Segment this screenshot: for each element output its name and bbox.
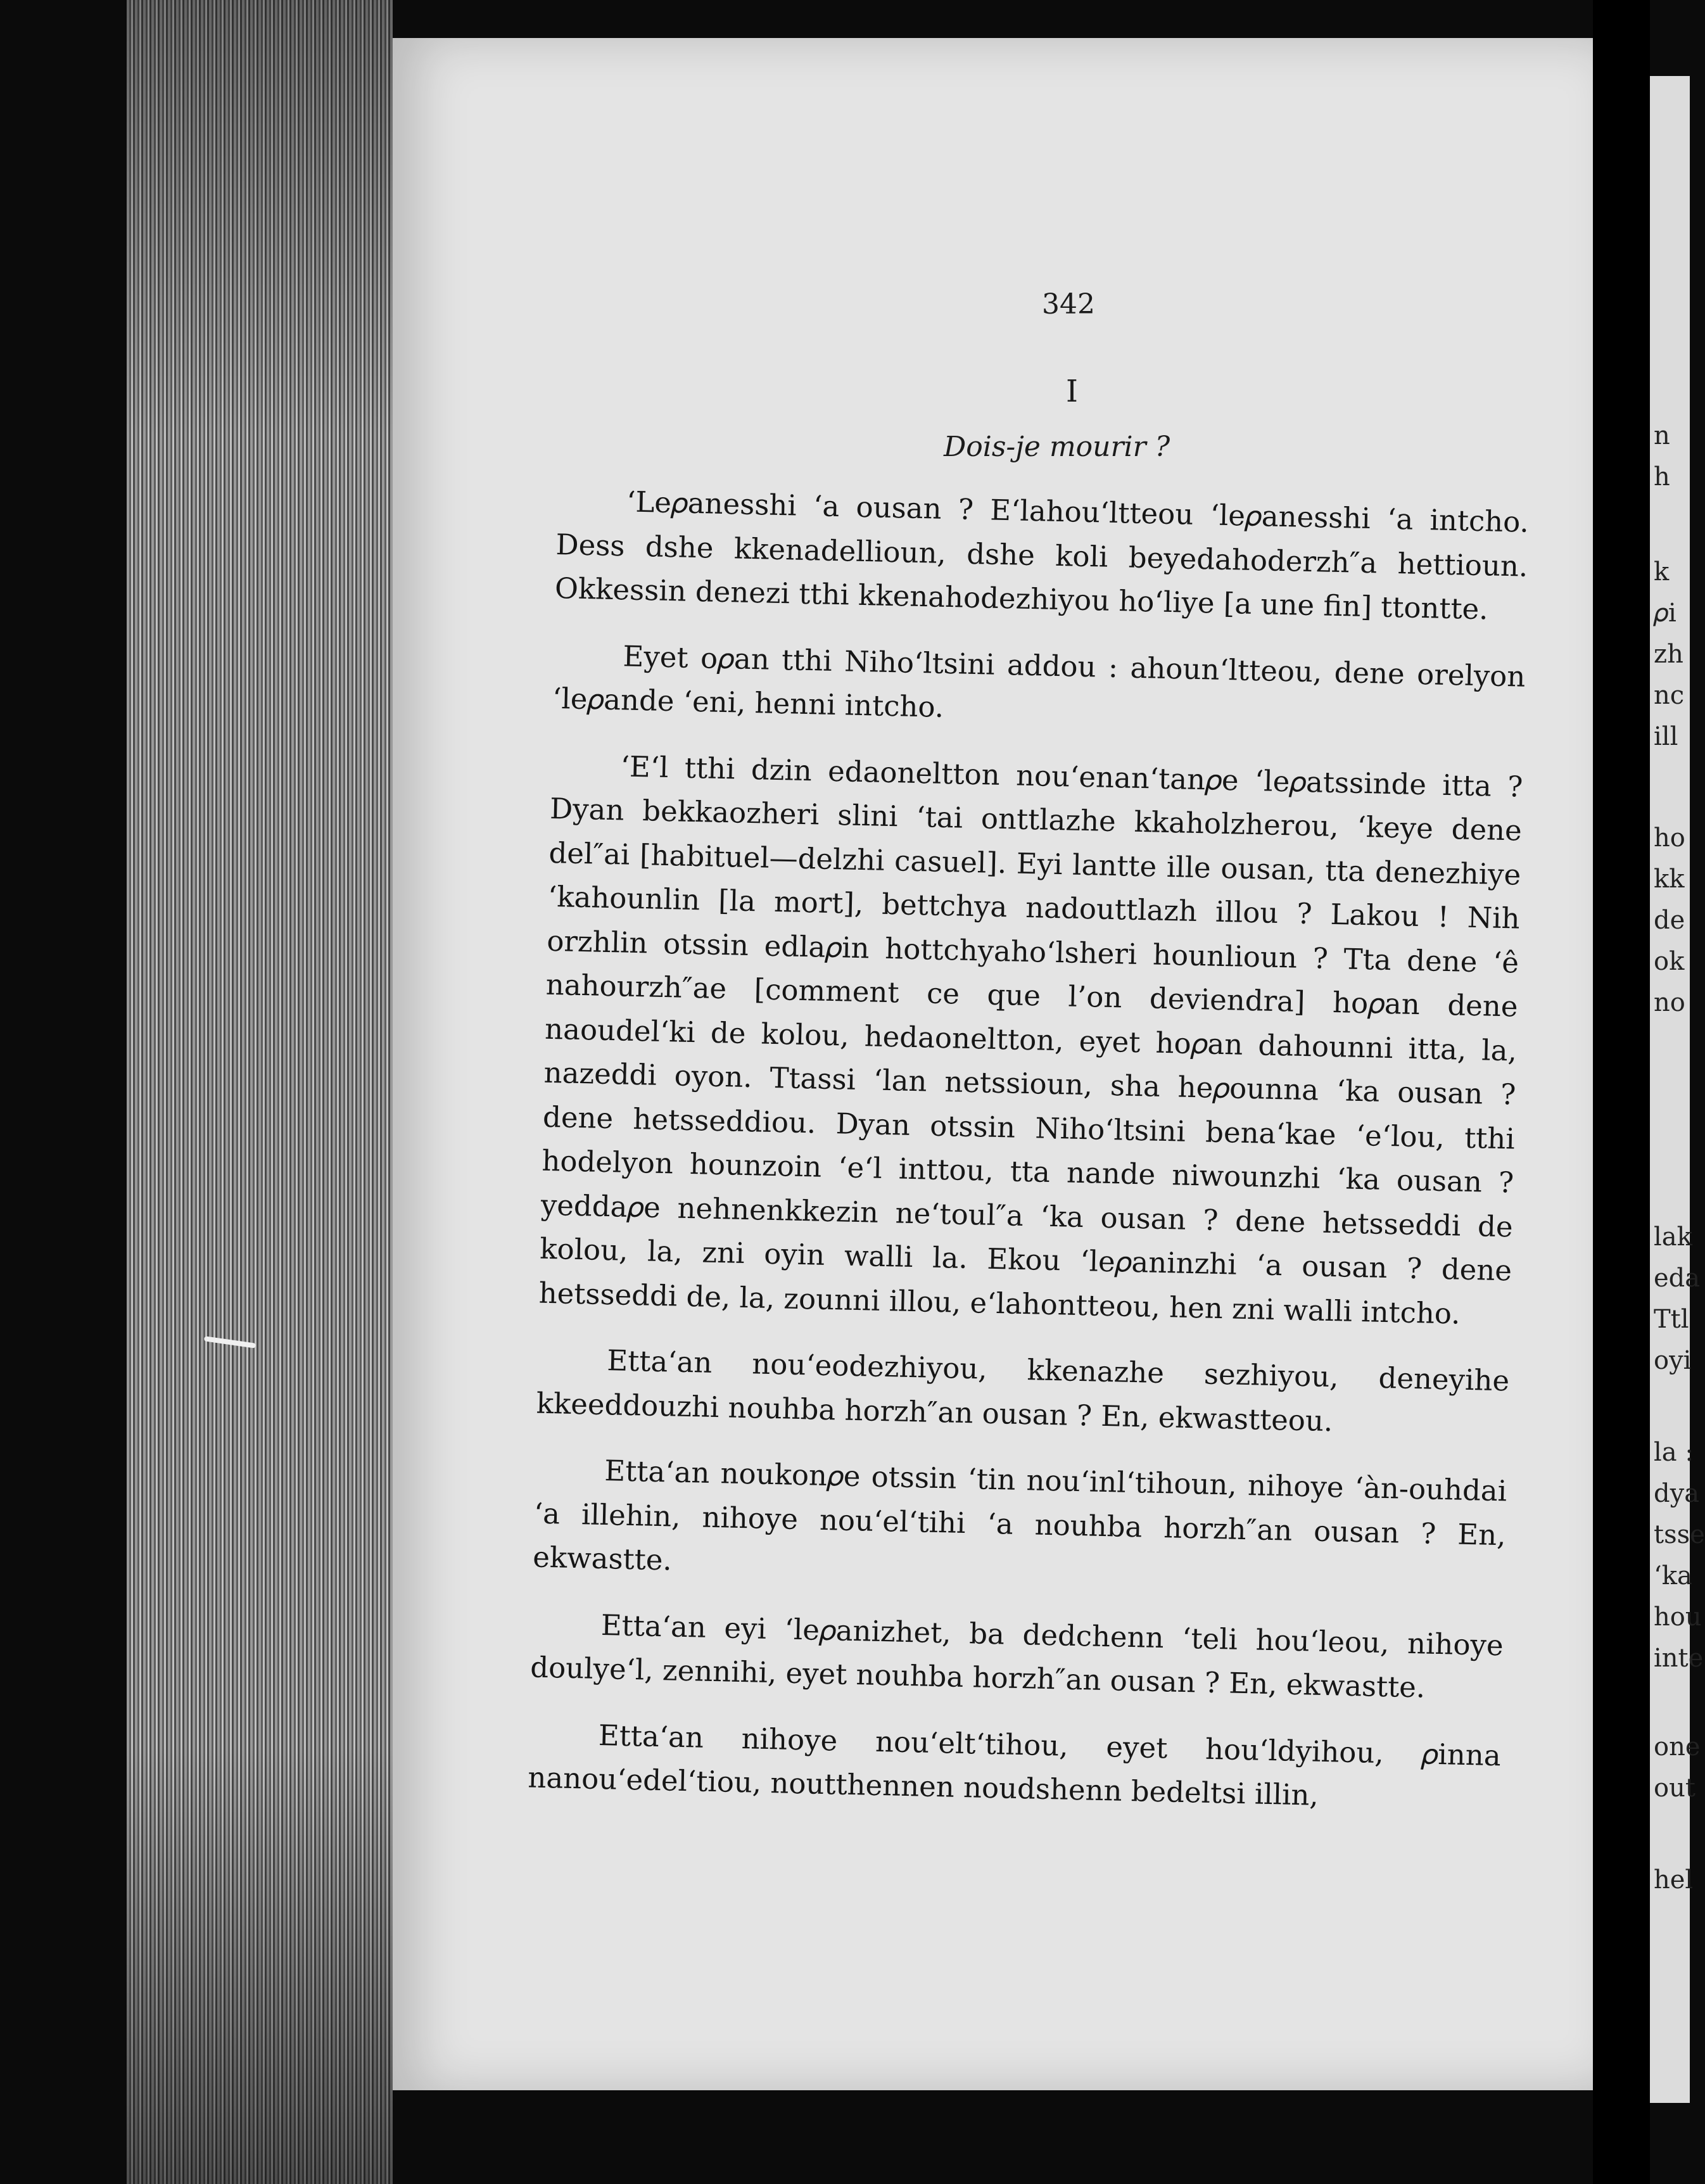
facing-page-fragment: ‘ka [1654,1561,1692,1590]
chapter-title: Dois-je mourir ? [944,431,1170,463]
facing-page [1650,76,1705,2103]
section-numeral: I [1066,374,1078,409]
facing-page-fragment: hel [1654,1865,1694,1895]
book-edge-shadow [127,0,393,2184]
page-number: 342 [1042,288,1095,321]
body-text [528,478,1530,1822]
facing-page-fragment: nc [1654,681,1685,710]
facing-page-fragment: 𝜌i [1654,599,1676,628]
paragraph: Etta‘an noukon𝜌e otssin ‘tin nou‘inl‘tihoun, nihoye ‘àn-ouhdai ‘a illehin, nihoye nou‘el‘tihi ‘a nouhba horzh″an ousan ? En, ekwastte. [532,1454,1507,1577]
facing-page-fragment: eda [1654,1264,1701,1293]
facing-page-fragment: hou [1654,1603,1702,1632]
paragraph: ‘E‘l tthi dzin edaoneltton nou‘enan‘tan𝜌e ‘le𝜌atssinde itta ? Dyan bekkaozheri slini ‘tai onttlazhe kkaholzherou, ‘keye dene del″ai [habituel—delzhi casuel]. Eyi lantte ille ousan, tta denezhiye ‘kahounlin [la mort], bettchya nadouttlazh illou ? Lakou ! Nih orzhlin otssin edla𝜌in hottchyaho‘lsheri hounlioun ? Tta dene ‘ê nahourzh″ae [comment ce que l’on deviendra] ho𝜌an dene naoudel‘ki de kolou, hedaoneltton, eyet ho𝜌an dahounni itta, la, nazeddi oyon. Ttassi ‘lan netssioun, sha he𝜌ounna ‘ka ousan ? dene hetsseddiou. Dyan otssin Niho‘ltsini bena‘kae ‘e‘lou, tthi hodelyon hounzoin ‘e‘l inttou, tta nande niwounzhi ‘ka ousan ? yedda𝜌e nehnenkkezin ne‘toul″a ‘ka ousan ? dene hetsseddi de kolou, la, zni oyin walli la. Ekou ‘le𝜌aninzhi ‘a ousan ? dene hetsseddi de, la, zounni illou, e‘lahontteou, hen zni walli intcho. [538,749,1523,1331]
facing-page-fragment: la : [1654,1438,1694,1467]
facing-page-fragment: out [1654,1774,1695,1803]
facing-page-fragment: lak [1654,1222,1692,1252]
facing-page-fragment: n [1654,421,1670,450]
paragraph: ‘Le𝜌anesshi ‘a ousan ? E‘lahou‘ltteou ‘le𝜌anesshi ‘a intcho. Dess dshe kkenadellioun, dshe koli beyedahoderzh″a hettioun. Okkessin denezi tthi kkenahodezhiyou ho‘liye [a une fin] ttontte. [554,485,1530,626]
facing-page-fragment: one [1654,1732,1701,1762]
facing-page-fragment: inte [1654,1644,1704,1673]
paragraph: Eyet o𝜌an tthi Niho‘ltsini addou : ahoun‘ltteou, dene orelyon ‘le𝜌ande ‘eni, henni intcho. [552,638,1526,724]
facing-page-fragment: de [1654,906,1685,935]
paragraph: Etta‘an eyi ‘le𝜌anizhet, ba dedchenn ‘teli hou‘leou, nihoye doulye‘l, zennihi, eyet nouhba horzh″an ousan ? En, ekwastte. [529,1608,1504,1705]
facing-page-fragment: zh [1654,640,1683,669]
facing-page-fragment: k [1654,557,1670,587]
facing-page-fragment: ho [1654,823,1685,853]
facing-page-fragment: dya [1654,1479,1700,1508]
facing-page-fragment: tsse [1654,1520,1705,1549]
facing-page-fragment: Ttl [1654,1305,1689,1334]
book-gutter [1593,0,1650,2184]
facing-page-fragment: h [1654,462,1670,492]
facing-page-fragment: ok [1654,947,1685,976]
paragraph: Etta‘an nihoye nou‘elt‘tihou, eyet hou‘ldyihou, 𝜌inna nanou‘edel‘tiou, noutthennen noudshenn bedeltsi illin, [527,1718,1502,1812]
facing-page-fragment: kk [1654,865,1685,894]
facing-page-fragment: ill [1654,722,1678,751]
paragraph: Etta‘an nou‘eodezhiyou, kkenazhe sezhiyou, deneyihe kkeeddouzhi nouhba horzh″an ousan ? En, ekwastteou. [536,1343,1510,1438]
facing-page-fragment: oyi [1654,1346,1692,1375]
facing-page-fragment: no [1654,988,1685,1017]
